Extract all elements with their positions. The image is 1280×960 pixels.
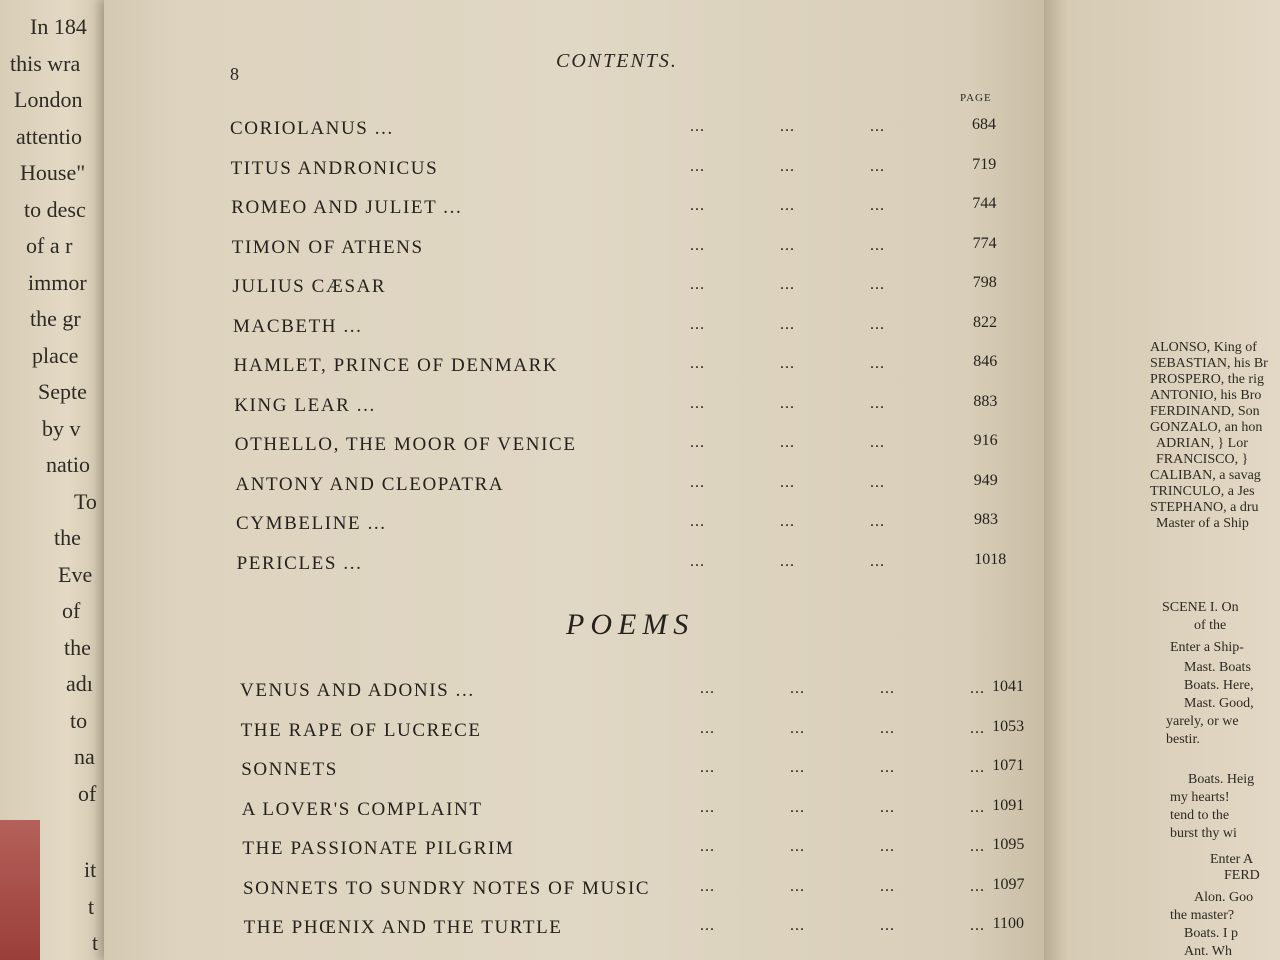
entry-title: TIMON OF ATHENS (231, 236, 424, 258)
leader-dots: ... (969, 798, 985, 816)
leader-dots: ... (789, 917, 805, 934)
right-page-line: ANTONIO, his Bro (1150, 388, 1262, 403)
left-page-line: it (84, 857, 97, 882)
leader-dots: ... (690, 315, 705, 333)
right-page-line: FERD (1224, 868, 1260, 883)
entry-title: TITUS ANDRONICUS (230, 157, 439, 179)
leader-dots: ... (869, 197, 885, 214)
leader-dots: ... (879, 759, 895, 776)
contents-entry (232, 276, 1032, 300)
entry-title: OTHELLO, THE MOOR OF VENICE (234, 434, 577, 455)
poems-heading: POEMS (566, 608, 695, 641)
leader-dots: ... (700, 877, 715, 895)
right-page-line: FRANCISCO, } (1156, 452, 1249, 467)
leader-dots: ... (879, 719, 895, 737)
leader-dots: ... (869, 473, 885, 491)
right-page-line: STEPHANO, a dru (1150, 500, 1259, 515)
right-page-line: TRINCULO, a Jes (1150, 484, 1255, 499)
leader-dots: ... (869, 157, 885, 175)
leader-dots: ... (870, 118, 885, 135)
leader-dots: ... (779, 473, 795, 491)
leader-dots: ... (779, 434, 795, 451)
leader-dots: ... (779, 236, 795, 254)
leader-dots: ... (880, 877, 895, 895)
page-number: 8 (230, 64, 239, 84)
right-page-line: the master? (1170, 908, 1235, 923)
entry-title: ROMEO AND JULIET ... (231, 197, 463, 218)
left-page-line: this wra (10, 50, 81, 76)
entry-title: JULIUS CÆSAR (232, 276, 387, 297)
entry-title: ANTONY AND CLEOPATRA (235, 473, 505, 495)
entry-page-number: 1053 (992, 717, 1025, 735)
right-page-line: ALONSO, King of (1150, 340, 1257, 355)
leader-dots: ... (690, 118, 705, 135)
contents-entry (231, 197, 1032, 221)
entry-page-number: 883 (973, 392, 998, 410)
contents-entry (236, 513, 1032, 537)
left-page-line: House" (20, 160, 86, 185)
entry-page-number: 1097 (992, 875, 1025, 893)
leader-dots: ... (780, 513, 795, 530)
leader-dots: ... (869, 276, 885, 293)
left-page-line: In 184 (30, 14, 87, 39)
leader-dots: ... (689, 394, 705, 412)
entry-page-number: 1091 (992, 796, 1025, 814)
leader-dots: ... (690, 513, 705, 530)
right-page-line: FERDINAND, Son (1150, 404, 1260, 419)
contents-entry (241, 759, 1052, 783)
leader-dots: ... (790, 680, 805, 697)
leader-dots: ... (789, 838, 805, 855)
leader-dots: ... (869, 394, 885, 412)
contents-entry (241, 796, 1052, 823)
contents-entry (230, 118, 1032, 142)
entry-page-number: 916 (973, 432, 998, 449)
right-page-line: SEBASTIAN, his Br (1150, 356, 1268, 371)
leader-dots: ... (699, 798, 715, 816)
leader-dots: ... (689, 434, 705, 451)
leader-dots: ... (779, 552, 795, 570)
entry-title: CYMBELINE ... (236, 513, 387, 534)
entry-title: PERICLES ... (236, 552, 363, 574)
entry-page-number: 983 (974, 511, 998, 528)
contents-entry (235, 434, 1032, 458)
left-page-line: to desc (24, 196, 86, 222)
leader-dots: ... (779, 276, 795, 293)
leader-dots: ... (969, 719, 985, 737)
right-page-line: my hearts! (1170, 790, 1230, 805)
left-page-line: natio (46, 452, 90, 477)
contents-entry (240, 680, 1052, 704)
leader-dots: ... (779, 355, 795, 372)
entry-page-number: 846 (973, 353, 998, 370)
leader-dots: ... (689, 552, 705, 570)
entry-title: MACBETH ... (233, 315, 363, 337)
right-page-line: Ant. Wh (1184, 944, 1232, 959)
left-page-line: na (74, 744, 95, 769)
left-page-line: by v (42, 415, 81, 441)
leader-dots: ... (789, 759, 805, 776)
entry-page-number: 684 (972, 116, 996, 133)
left-page-line: adı (66, 671, 93, 696)
entry-title: SONNETS (241, 759, 338, 780)
left-page-line: London (14, 87, 83, 112)
left-page-line: Eve (58, 561, 93, 587)
leader-dots: ... (700, 680, 715, 697)
entry-page-number: 1100 (992, 915, 1024, 932)
entry-page-number: 798 (972, 274, 997, 291)
entry-title: THE PASSIONATE PILGRIM (242, 838, 515, 859)
entry-page-number: 1071 (992, 757, 1025, 774)
leader-dots: ... (880, 680, 895, 697)
contents-entry (233, 313, 1032, 340)
leader-dots: ... (790, 877, 805, 895)
leader-dots: ... (779, 197, 795, 214)
right-page-line: Enter a Ship- (1170, 640, 1244, 655)
leader-dots: ... (879, 798, 895, 816)
right-page-line: CALIBAN, a savag (1150, 468, 1261, 483)
entry-title: THE PHŒNIX AND THE TURTLE (243, 917, 563, 938)
entry-page-number: 949 (973, 471, 998, 489)
entry-title: HAMLET, PRINCE OF DENMARK (233, 355, 559, 376)
entry-title: VENUS AND ADONIS ... (240, 680, 475, 701)
leader-dots: ... (789, 719, 805, 737)
leader-dots: ... (699, 917, 715, 934)
leader-dots: ... (780, 118, 795, 135)
entry-title: SONNETS TO SUNDRY NOTES OF MUSIC (243, 877, 651, 899)
right-page-line: PROSPERO, the rig (1150, 372, 1264, 387)
leader-dots: ... (779, 157, 795, 175)
contents-entry (236, 550, 1032, 577)
left-page-line: the (54, 525, 81, 550)
leader-dots: ... (699, 719, 715, 737)
leader-dots: ... (689, 236, 705, 254)
leader-dots: ... (689, 276, 705, 293)
leader-dots: ... (780, 315, 795, 333)
right-page-line: Mast. Good, (1184, 696, 1254, 711)
leader-dots: ... (869, 434, 885, 451)
leader-dots: ... (779, 394, 795, 412)
entry-page-number: 1095 (992, 836, 1025, 853)
right-page-line: Boats. I p (1184, 926, 1239, 941)
right-page-line: tend to the (1170, 808, 1230, 823)
right-page-line: Enter A (1210, 852, 1254, 867)
contents-entry (230, 155, 1032, 182)
right-page-line: GONZALO, an hon (1150, 420, 1263, 435)
left-page-line: to (70, 707, 88, 733)
right-page-line: yarely, or we (1166, 714, 1239, 729)
contents-entry (234, 355, 1032, 379)
leader-dots: ... (689, 473, 705, 491)
left-page-line: place (32, 342, 79, 368)
right-page-line: Alon. Goo (1194, 890, 1254, 905)
right-page-line: burst thy wi (1170, 826, 1237, 841)
right-page-line: Mast. Boats (1184, 660, 1251, 675)
right-page-line: SCENE I. On (1162, 600, 1239, 615)
leader-dots: ... (969, 917, 985, 934)
red-cover-strip (0, 820, 40, 960)
leader-dots: ... (970, 680, 985, 697)
entry-page-number: 744 (972, 195, 997, 212)
leader-dots: ... (870, 513, 885, 530)
leader-dots: ... (789, 798, 805, 816)
entry-page-number: 719 (972, 155, 997, 173)
entry-page-number: 822 (973, 313, 997, 331)
left-page-line: Septe (38, 379, 87, 404)
leader-dots: ... (689, 157, 705, 175)
right-page-line: ADRIAN, } Lor (1156, 436, 1248, 451)
entry-title: THE RAPE OF LUCRECE (240, 719, 482, 741)
leader-dots: ... (689, 355, 705, 372)
left-page-line: of a r (26, 233, 73, 258)
left-page-line: To (74, 488, 97, 514)
left-page-line: the (64, 634, 91, 660)
leader-dots: ... (879, 917, 895, 934)
left-page-line: the gr (30, 306, 81, 331)
leader-dots: ... (869, 552, 885, 570)
leader-dots: ... (970, 877, 985, 895)
leader-dots: ... (689, 197, 705, 214)
leader-dots: ... (869, 236, 885, 254)
leader-dots: ... (870, 315, 885, 333)
entry-page-number: 1041 (992, 678, 1024, 695)
entry-title: A LOVER'S COMPLAINT (241, 798, 483, 820)
page-column-label: PAGE (960, 92, 992, 104)
contents-entry (231, 234, 1032, 261)
entry-page-number: 774 (972, 234, 997, 252)
left-page-line: attentio (16, 123, 82, 149)
leader-dots: ... (869, 355, 885, 372)
leader-dots: ... (879, 838, 895, 855)
left-page-line: immor (28, 269, 87, 295)
right-page-line: of the (1194, 618, 1227, 633)
right-page (1044, 0, 1280, 960)
contents-entry (234, 392, 1032, 419)
contents-entry (240, 717, 1052, 744)
contents-entry (243, 875, 1052, 902)
left-page-line: of (78, 780, 97, 806)
leader-dots: ... (699, 838, 715, 855)
entry-title: CORIOLANUS ... (230, 118, 394, 139)
left-page-line: of (62, 598, 81, 623)
right-page-line: bestir. (1166, 732, 1200, 747)
right-page-line: Master of a Ship (1156, 516, 1249, 531)
left-page-line: t (92, 930, 99, 955)
contents-entry (242, 838, 1052, 862)
leader-dots: ... (969, 759, 985, 776)
contents-entry (244, 917, 1052, 941)
contents-entry (235, 471, 1032, 498)
left-page (0, 0, 112, 960)
right-page-line: Boats. Here, (1184, 678, 1254, 693)
contents-title: CONTENTS. (556, 50, 678, 72)
leader-dots: ... (699, 759, 715, 776)
leader-dots: ... (969, 838, 985, 855)
right-page-line: Boats. Heig (1188, 772, 1255, 787)
entry-page-number: 1018 (974, 550, 1007, 568)
left-page-line: t (88, 893, 95, 919)
entry-title: KING LEAR ... (234, 394, 376, 416)
